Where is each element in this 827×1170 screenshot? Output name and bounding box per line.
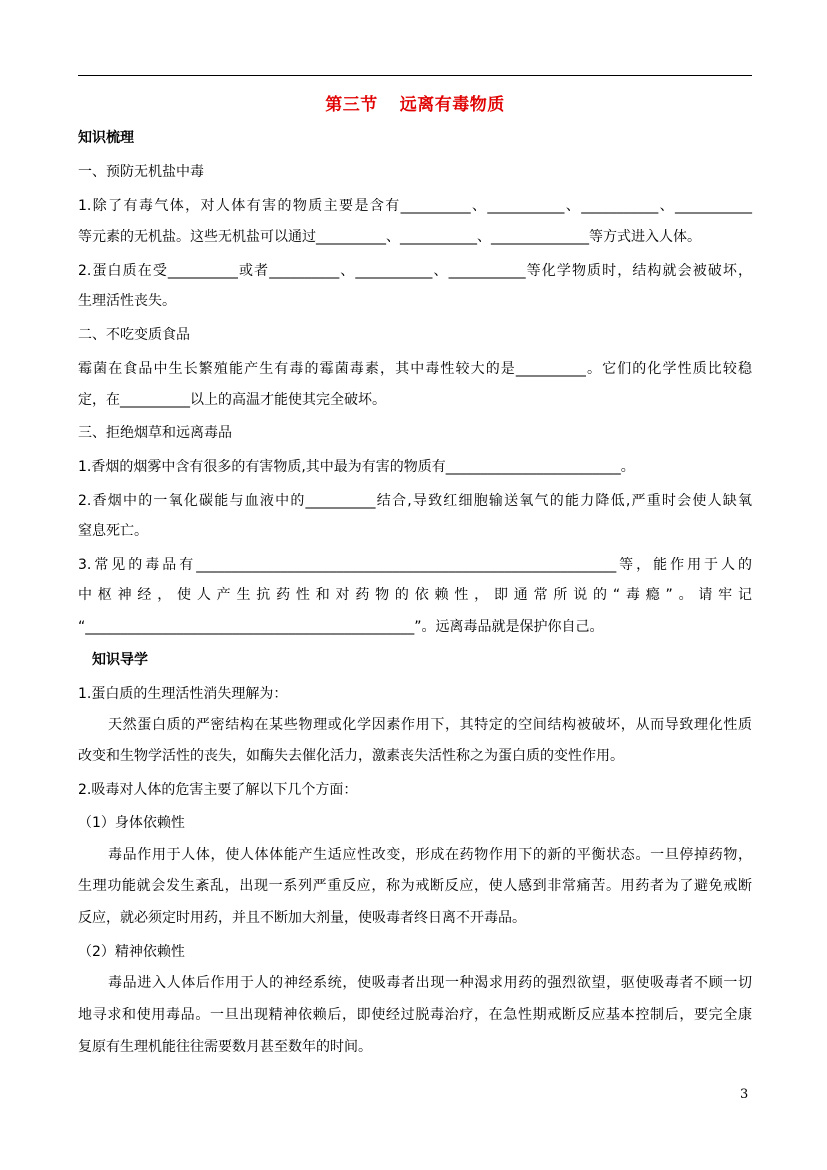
- paragraph-line: 2.蛋白质在受__________或者__________、___________、___________等化学物质时，结构就会被破坏，: [78, 263, 752, 279]
- part1-heading: 一、预防无机盐中毒: [78, 164, 204, 180]
- page-number: 3: [740, 1087, 749, 1102]
- paragraph-line: 天然蛋白质的严密结构在某些物理或化学因素作用下，其特定的空间结构被破坏，从而导致理化性质: [108, 717, 752, 733]
- paragraph-line: 3.常见的毒品有____________________________________________________________等，能作用于人的: [78, 557, 752, 573]
- paragraph-line: 毒品进入人体后作用于人的神经系统，使吸毒者出现一种渴求用药的强烈欲望，驱使吸毒者不顾一切: [108, 975, 752, 991]
- guide-item-heading: 1.蛋白质的生理活性消失理解为：: [78, 686, 288, 702]
- title-text: 远离有毒物质: [399, 95, 505, 115]
- paragraph-line: 改变和生物学活性的丧失，如酶失去催化活力，激素丧失活性称之为蛋白质的变性作用。: [78, 748, 624, 764]
- subheading: （2）精神依赖性: [78, 944, 185, 960]
- subheading: （1）身体依赖性: [78, 815, 185, 831]
- paragraph-line: 1.除了有毒气体，对人体有害的物质主要是含有__________、___________、___________、___________: [78, 198, 752, 214]
- title-section-number: 第三节: [325, 95, 378, 115]
- paragraph-line: 窒息死亡。: [78, 523, 148, 539]
- section-heading-knowledge-guide: 知识导学: [92, 652, 148, 668]
- paragraph-line: 定，在__________以上的高温才能使其完全破坏。: [78, 392, 386, 408]
- paragraph-line: 毒品作用于人体，使人体体能产生适应性改变，形成在药物作用下的新的平衡状态。一旦停掉药物，: [108, 847, 752, 863]
- part3-heading: 三、拒绝烟草和远离毒品: [78, 425, 232, 441]
- header-rule: [78, 75, 752, 76]
- paragraph-line: 霉菌在食品中生长繁殖能产生有毒的霉菌毒素，其中毒性较大的是__________。它们的化学性质比较稳: [78, 361, 752, 377]
- guide-item-heading: 2.吸毒对人体的危害主要了解以下几个方面：: [78, 782, 358, 798]
- paragraph-line: 地寻求和使用毒品。一旦出现精神依赖后，即使经过脱毒治疗，在急性期戒断反应基本控制后，要完全康: [78, 1007, 752, 1023]
- paragraph-line: 反应，就必须定时用药，并且不断加大剂量，使吸毒者终日离不开毒品。: [78, 910, 526, 926]
- page-title: [78, 90, 752, 115]
- part2-heading: 二、不吃变质食品: [78, 327, 190, 343]
- paragraph-line: 中枢神经，使人产生抗药性和对药物的依赖性，即通常所说的“毒瘾”。请牢记: [78, 587, 752, 603]
- paragraph-line: 生理功能就会发生紊乱，出现一系列严重反应，称为戒断反应，使人感到非常痛苦。用药者为了避免戒断: [78, 878, 752, 894]
- paragraph-line: 生理活性丧失。: [78, 293, 176, 309]
- paragraph-line: “_______________________________________________”。远离毒品就是保护你自己。: [78, 619, 604, 635]
- paragraph-line: 2.香烟中的一氧化碳能与血液中的__________结合,导致红细胞输送氧气的能力降低,严重时会使人缺氧: [78, 493, 752, 509]
- section-heading-knowledge-review: 知识梳理: [78, 130, 134, 146]
- paragraph-line: 复原有生理机能往往需要数月甚至数年的时间。: [78, 1039, 372, 1055]
- paragraph-line: 1.香烟的烟雾中含有很多的有害物质,其中最为有害的物质有_________________________。: [78, 459, 635, 475]
- paragraph-line: 等元素的无机盐。这些无机盐可以通过__________、___________、______________等方式进入人体。: [78, 229, 701, 245]
